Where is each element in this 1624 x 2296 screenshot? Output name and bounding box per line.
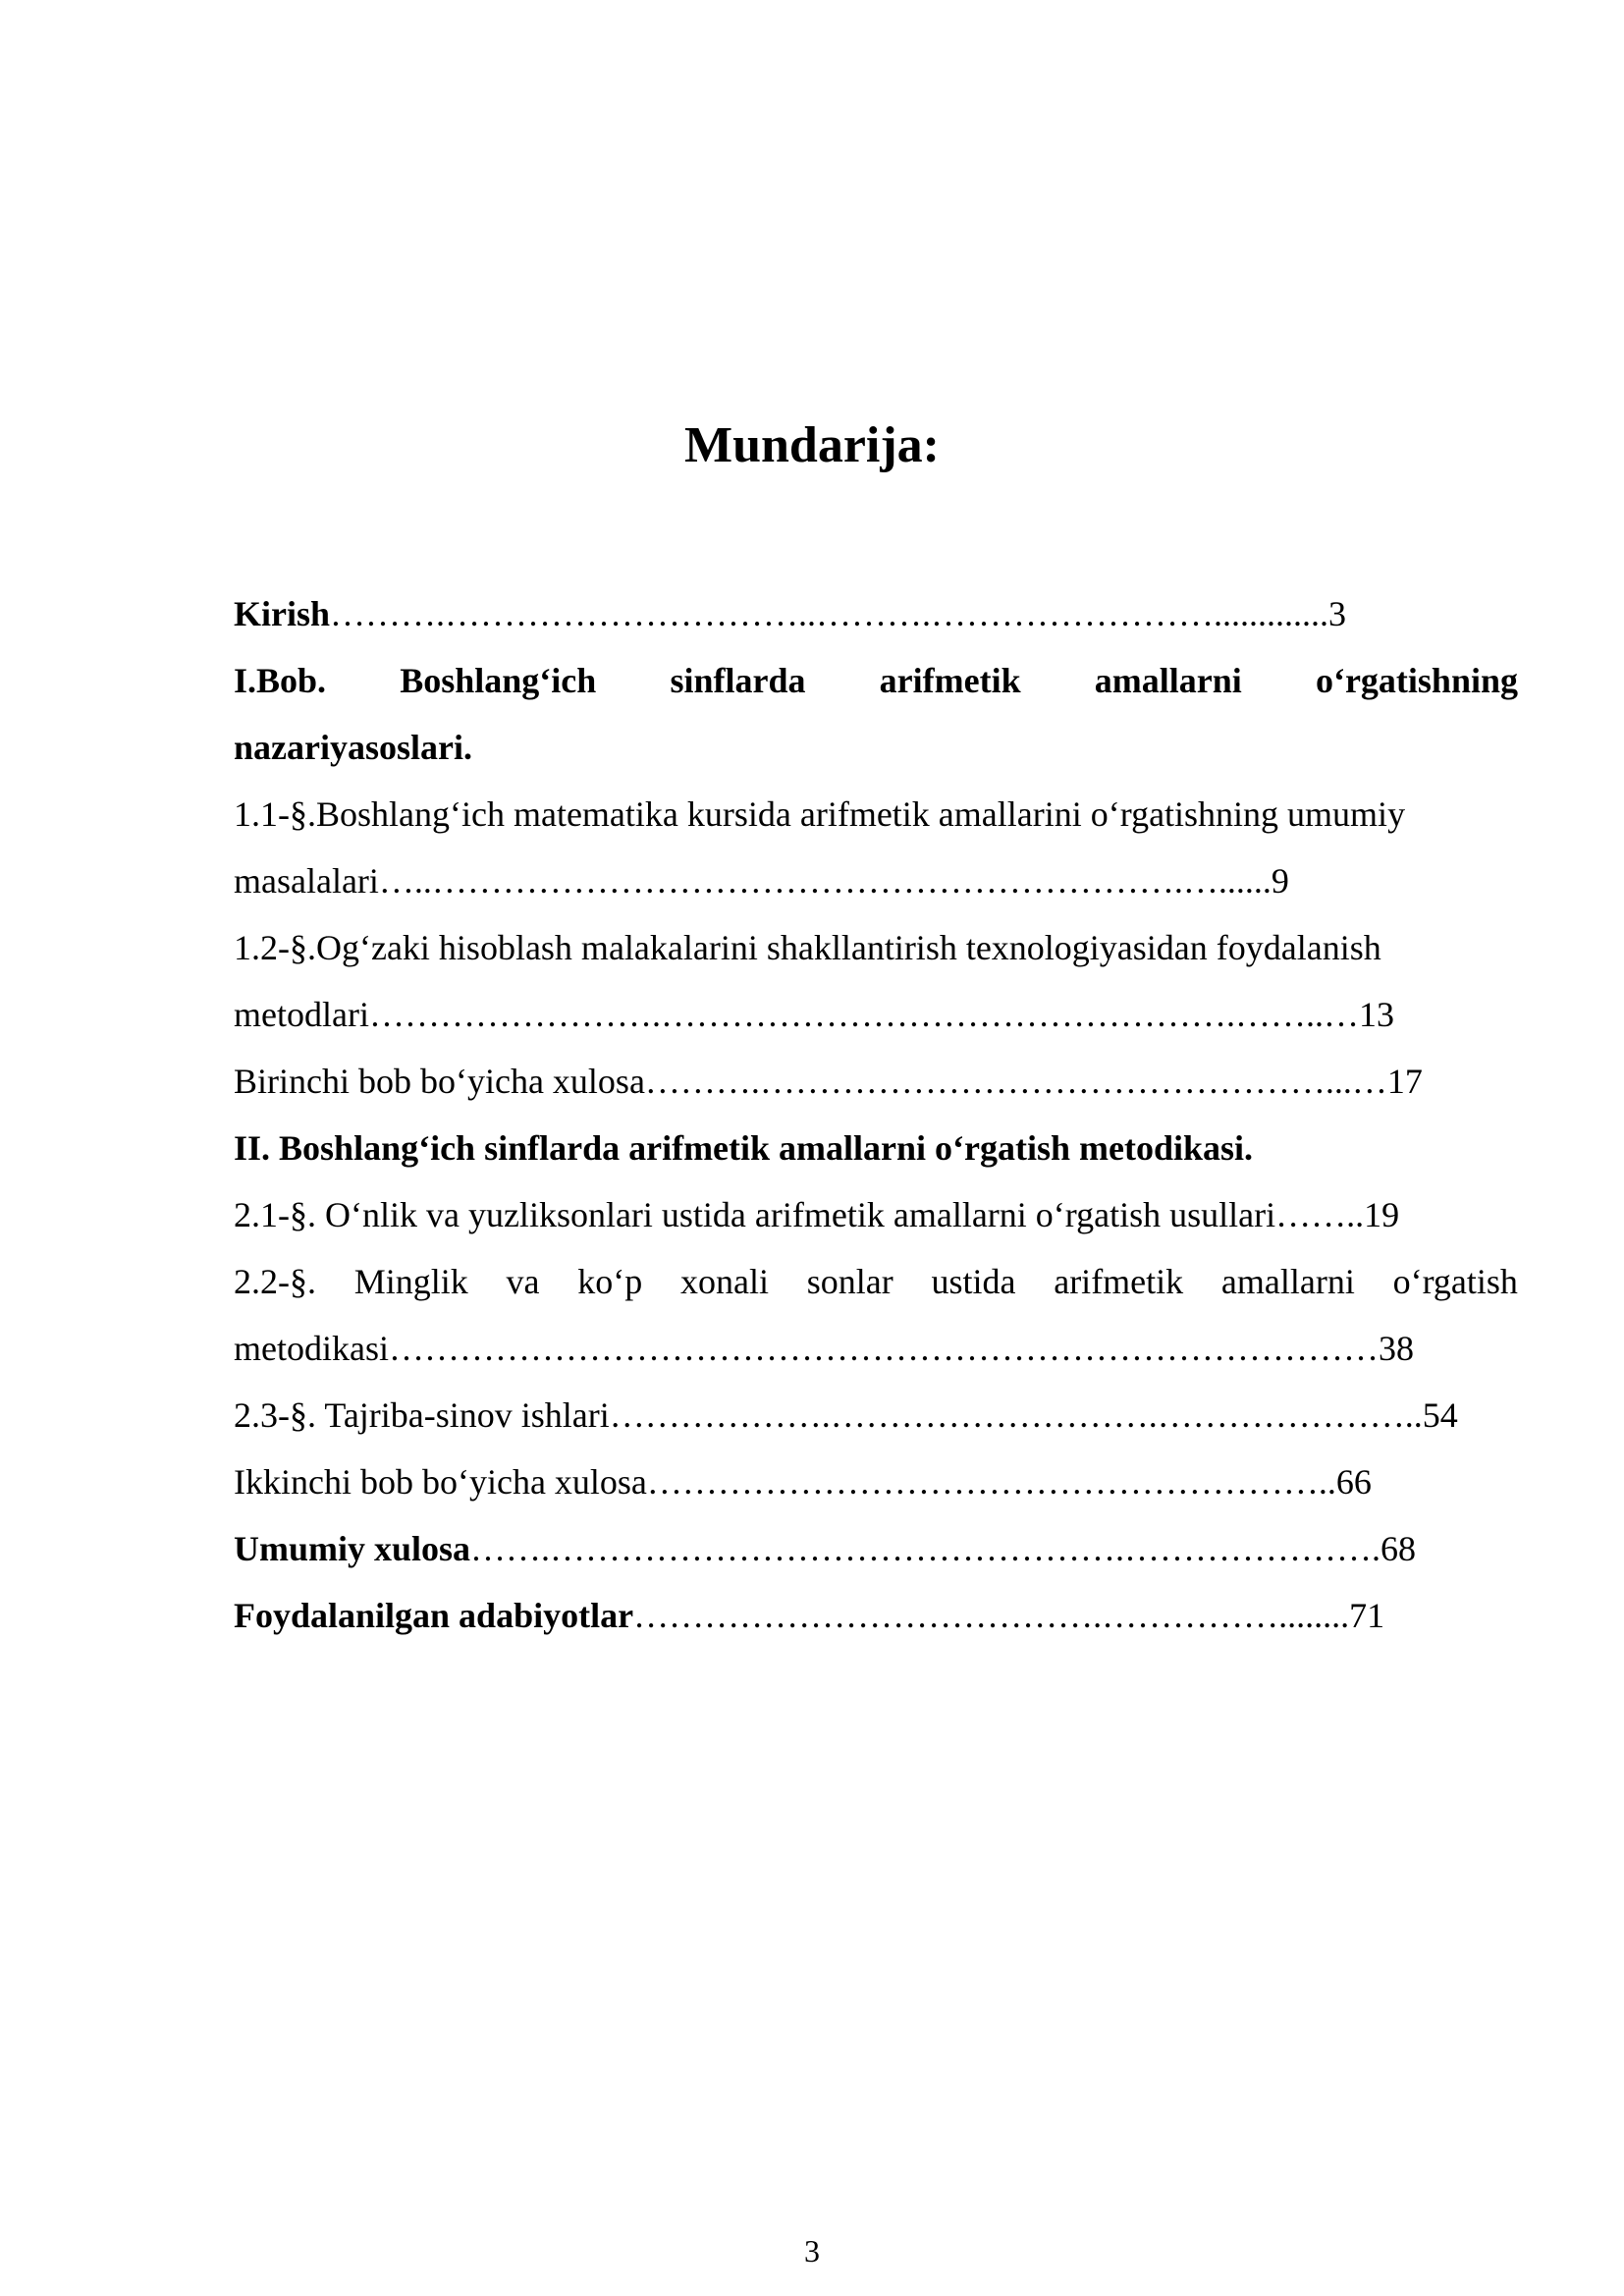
- toc-entry-2-3: [234, 1388, 1518, 1454]
- toc-page-number: 9: [1271, 861, 1289, 901]
- toc-page-number: 54: [1422, 1395, 1458, 1435]
- toc-label: metodlari: [234, 995, 369, 1034]
- toc-word: ko‘p: [577, 1262, 643, 1301]
- toc-entry-1-1-line1: 1.1-§.Boshlang‘ich matematika kursida arifmetik amallarini o‘rgatishning umumiy: [234, 794, 1406, 834]
- toc-word: o‘rgatishning: [1315, 661, 1518, 700]
- toc-entry-references: [234, 1588, 1518, 1655]
- page-title: Mundarija:: [684, 417, 940, 473]
- toc-entry-2-1: [234, 1187, 1518, 1254]
- toc-entry-2-2-line1: [234, 1254, 1518, 1321]
- toc-label: metodikasi: [234, 1329, 389, 1368]
- toc-label: Foydalanilgan adabiyotlar: [234, 1596, 634, 1635]
- toc-page-number: 13: [1358, 995, 1394, 1034]
- toc-word: Minglik: [353, 1262, 468, 1301]
- toc-word: amallarni: [1220, 1262, 1355, 1301]
- toc-dots: ………………………………….……………........: [633, 1596, 1350, 1635]
- toc-page-number: 19: [1364, 1195, 1400, 1234]
- toc-word: o‘rgatish: [1392, 1262, 1518, 1301]
- toc-entry-1-2-line1: 1.2-§.Og‘zaki hisoblash malakalarini shakllantirish texnologiyasidan foydalanish: [234, 928, 1381, 967]
- toc-page-number: .68: [1372, 1529, 1417, 1568]
- toc-entry-kirish: [234, 586, 1518, 653]
- toc-word: sonlar: [806, 1262, 893, 1301]
- toc-word: arifmetik: [1054, 1262, 1184, 1301]
- toc-chapter-1-heading: [234, 653, 1518, 720]
- toc-entry-conclusion-2: [234, 1454, 1518, 1521]
- toc-label: Kirish: [234, 594, 331, 633]
- toc-entry-conclusion-1: [234, 1054, 1518, 1121]
- toc-dots: ……………….……………………….…………………..: [609, 1395, 1423, 1435]
- toc-label: Birinchi bob bo‘yicha xulosa: [234, 1062, 645, 1101]
- toc-entry-1-2-line2: [234, 987, 1518, 1054]
- toc-word: sinflarda: [670, 661, 806, 700]
- toc-word: amallarni: [1094, 661, 1242, 700]
- toc-dots: …….………………………………………….…………………: [470, 1529, 1373, 1568]
- toc-label: 2.3-§. Tajriba-sinov ishlari: [234, 1395, 610, 1435]
- toc-page-number: 38: [1378, 1329, 1414, 1368]
- toc-dots: ……..: [1275, 1195, 1365, 1234]
- toc-word: I.Bob.: [234, 661, 327, 700]
- toc-entry-1-1-line2: [234, 853, 1518, 920]
- toc-label: Ikkinchi bob bo‘yicha xulosa: [234, 1462, 647, 1502]
- toc-dots: …………………….………………………………………….……..…: [368, 995, 1359, 1034]
- toc-dots: ……….…………………………………………...…: [644, 1062, 1387, 1101]
- toc-page-number: 3: [1328, 594, 1347, 633]
- toc-entry-general-conclusion: [234, 1521, 1518, 1588]
- toc-label: masalalari: [234, 861, 379, 901]
- toc-dots: ……….…………………………..……….…………………….............: [330, 594, 1329, 633]
- toc-dots: …..……………………………………………………….…......: [378, 861, 1272, 901]
- toc-word: arifmetik: [879, 661, 1021, 700]
- toc-page-number: 66: [1335, 1462, 1372, 1502]
- toc-chapter-2-heading: II. Boshlang‘ich sinflarda arifmetik amallarni o‘rgatish metodikasi.: [234, 1128, 1254, 1168]
- toc-word: xonali: [680, 1262, 769, 1301]
- toc-dots: …………………………………………………………………………: [388, 1329, 1379, 1368]
- toc-entry-2-2-line2: [234, 1321, 1518, 1388]
- toc-word: Boshlang‘ich: [400, 661, 597, 700]
- toc-word: 2.2-§.: [234, 1262, 316, 1301]
- table-of-contents: [234, 586, 1518, 1655]
- toc-word: va: [506, 1262, 540, 1301]
- toc-label: 2.1-§. O‘nlik va yuzliksonlari ustida arifmetik amallarni o‘rgatish usullari: [234, 1195, 1276, 1234]
- toc-dots: …………………………………………………..: [646, 1462, 1336, 1502]
- toc-page-number: 71: [1349, 1596, 1385, 1635]
- toc-label: Umumiy xulosa: [234, 1529, 471, 1568]
- toc-chapter-1-heading-continued: nazariyasoslari.: [234, 728, 472, 767]
- footer-page-number: 3: [804, 2233, 820, 2269]
- toc-word: ustida: [931, 1262, 1016, 1301]
- toc-page-number: 17: [1386, 1062, 1423, 1101]
